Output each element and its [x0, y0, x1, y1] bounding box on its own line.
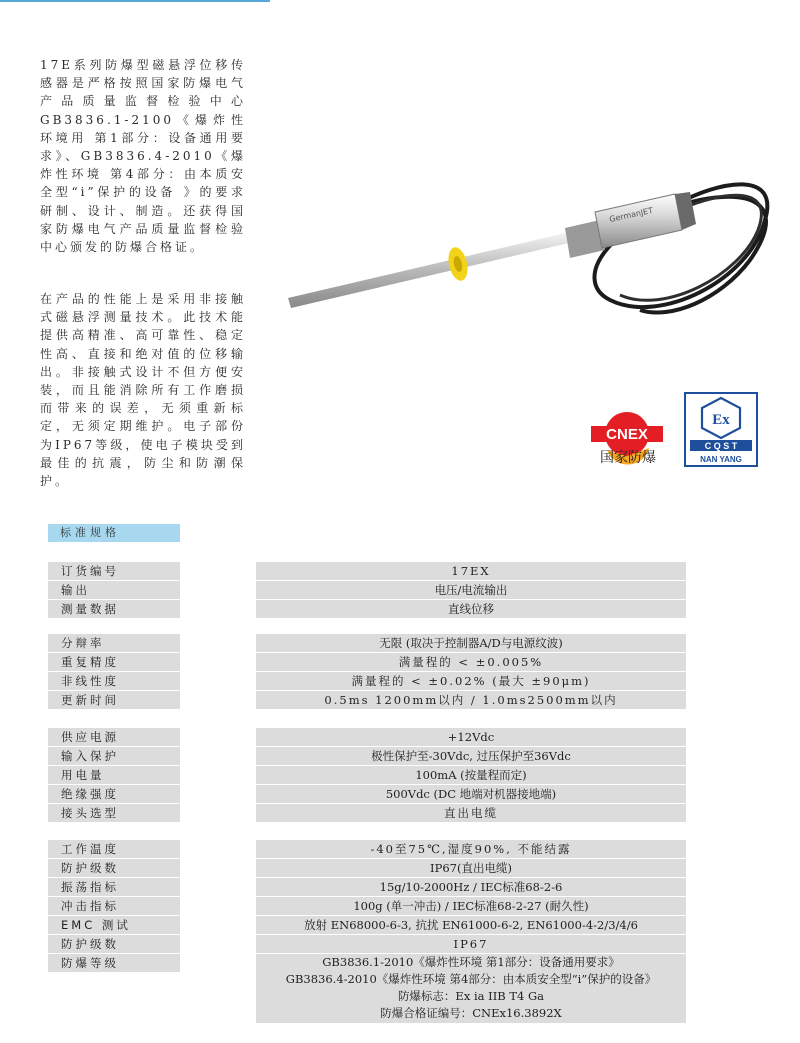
spec-label: 防爆等级: [48, 954, 180, 972]
spec-label: 供应电源: [48, 728, 180, 746]
spec-label: 冲击指标: [48, 897, 180, 915]
spec-value: 100mA (按量程而定): [256, 766, 686, 784]
spec-value: 满量程的 < ±0.02% (最大 ±90μm): [256, 672, 686, 690]
spec-section-title: 标准规格: [48, 524, 180, 542]
spec-value: IP67: [256, 935, 686, 953]
spec-value: 500Vdc (DC 地端对机器接地端): [256, 785, 686, 803]
spec-value: 满量程的 < ±0.005%: [256, 653, 686, 671]
cqst-text: C Q S T: [704, 441, 738, 451]
spec-value: 17EX: [256, 562, 686, 580]
photo-brand-label: GermanJET: [608, 205, 654, 224]
spec-value-line: GB3836.1-2010《爆炸性环境 第1部分：设备通用要求》: [322, 955, 620, 969]
spec-label: 输入保护: [48, 747, 180, 765]
intro-paragraph-1: 17E系列防爆型磁悬浮位移传感器是严格按照国家防爆电气产品质量监督检验中心GB3836.1-2100《爆炸性环境用 第1部分：设备通用要求》、GB3836.4-2010《爆炸性环境 第4部分：由本质安全型“i”保护的设备 》的要求研制、设计、制造。还获得国家防爆电气产品质量监督检验中心颁发的防爆合格证。: [40, 58, 246, 255]
cqst-ex-mark: Ex: [712, 412, 730, 428]
spec-label: 用电量: [48, 766, 180, 784]
spec-value-multiline: [256, 954, 686, 1023]
cqst-subtext: NAN YANG: [700, 455, 742, 464]
top-accent-bar: [0, 0, 270, 2]
spec-value-line: GB3836.4-2010《爆炸性环境 第4部分：由本质安全型“i”保护的设备》: [285, 972, 657, 986]
spec-value: 0.5ms 1200mm以内 / 1.0ms2500mm以内: [256, 691, 686, 709]
spec-label: 订货编号: [48, 562, 180, 580]
spec-label: 更新时间: [48, 691, 180, 709]
spec-value: 放射 EN68000-6-3, 抗扰 EN61000-6-2, EN61000-4-2/3/4/6: [256, 916, 686, 934]
spec-value: 100g (单一冲击) / IEC标准68-2-27 (耐久性): [256, 897, 686, 915]
spec-value: -40至75℃,湿度90%, 不能结露: [256, 840, 686, 858]
spec-label: 接头选型: [48, 804, 180, 822]
spec-label: 防护级数: [48, 935, 180, 953]
spec-value-line: 防爆标志：Ex ia IIB T4 Ga: [397, 989, 545, 1003]
spec-label: EMC 测试: [48, 916, 180, 934]
cnex-logo-text: CNEX: [606, 426, 648, 443]
product-photo: [280, 150, 790, 380]
spec-value-line: 防爆合格证编号：CNEx16.3892X: [380, 1006, 562, 1020]
spec-label: 振荡指标: [48, 878, 180, 896]
intro-paragraph-2: 在产品的性能上是采用非接触式磁悬浮测量技术。此技术能提供高精准、高可靠性、稳定性高、直接和绝对值的位移输出。非接触式设计不但方便安装，而且能消除所有工作磨损而带来的误差，无须重新标定，无须定期维护。电子部份为IP67等级，使电子模块受到最佳的抗震，防尘和防潮保护。: [40, 292, 246, 489]
cnex-caption: 国家防爆: [600, 450, 656, 466]
spec-label: 重复精度: [48, 653, 180, 671]
spec-label: 非线性度: [48, 672, 180, 690]
spec-label: 防护级数: [48, 859, 180, 877]
spec-value: +12Vdc: [256, 728, 686, 746]
spec-value: 15g/10-2000Hz / IEC标准68-2-6: [256, 878, 686, 896]
spec-label: 分辩率: [48, 634, 180, 652]
spec-value: 极性保护至-30Vdc, 过压保护至36Vdc: [256, 747, 686, 765]
spec-value: IP67(直出电缆): [256, 859, 686, 877]
cqst-logo: [684, 392, 758, 467]
spec-value: 电压/电流输出: [256, 581, 686, 599]
spec-value: 无限 (取决于控制器A/D与电源纹波): [256, 634, 686, 652]
spec-label: 测量数据: [48, 600, 180, 618]
spec-value: 直出电缆: [256, 804, 686, 822]
spec-value: 直线位移: [256, 600, 686, 618]
spec-label: 绝缘强度: [48, 785, 180, 803]
spec-label: 工作温度: [48, 840, 180, 858]
spec-label: 输出: [48, 581, 180, 599]
